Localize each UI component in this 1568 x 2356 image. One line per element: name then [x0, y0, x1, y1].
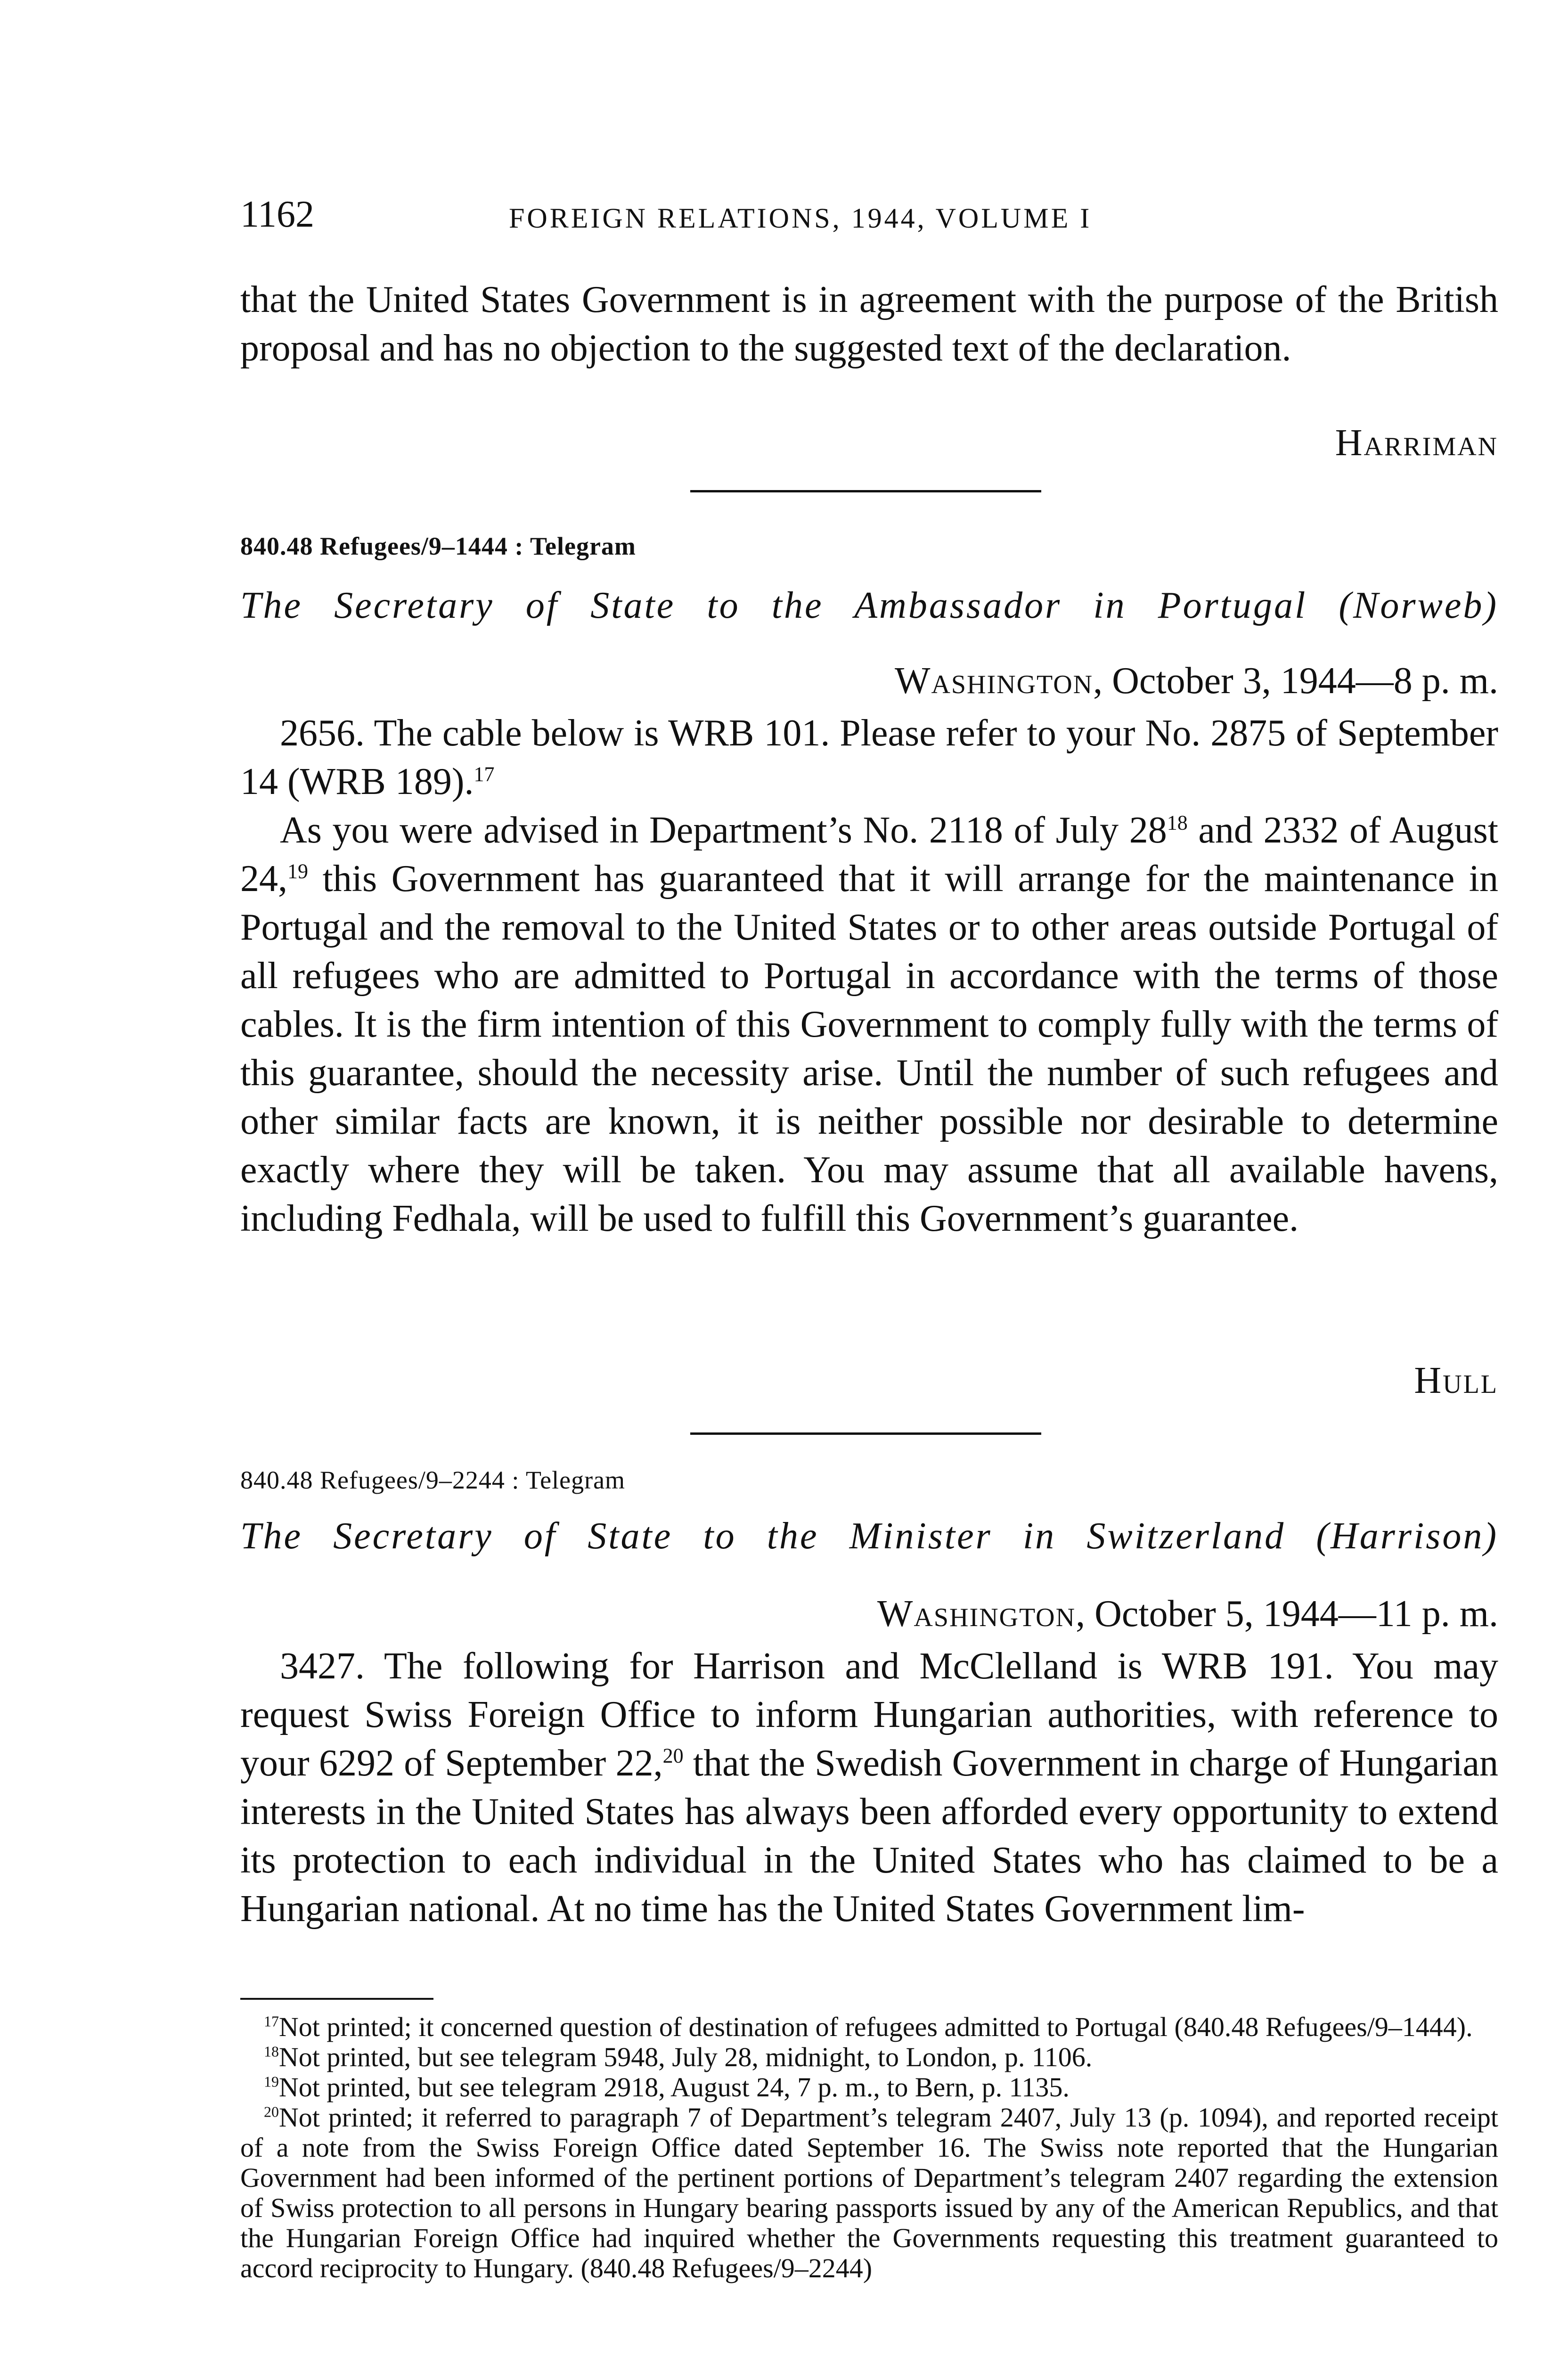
footnotes [240, 2012, 1498, 2283]
footnote-marker: 20 [662, 1744, 684, 1767]
footnote: $^{17}$Not printed; it concerned question of destination of refugees admitted to Portugal (840.48 Refugees/9–1444). [264, 2012, 1473, 2042]
section-divider [690, 1432, 1041, 1435]
footnote: $^{18}$Not printed, but see telegram 5948, July 28, midnight, to London, p. 1106. [264, 2042, 1093, 2072]
dateline-place: Washington [894, 660, 1094, 702]
paragraph: 3427. The following for Harrison and McClelland is WRB 191. You may request Swiss Foreign Office to inform Hungarian authorities, with reference to your 6292 of September 22,20 that the Swedish Government in charge of Hungarian interests in the United States has always been afforded every opportunity to extend its protection to each individual in the United States who has claimed to be a Hungarian national. At no time has the United States Government lim- [240, 1645, 1498, 1930]
document-title: The Secretary of State to the Minister in Switzerland (Harrison) [240, 1515, 1498, 1557]
telegram-body [240, 1642, 1498, 1933]
footnote: $^{20}$Not printed; it referred to paragraph 7 of Department’s telegram 2407, July 13 (p. 1094), and reported receipt of a note from the Swiss Foreign Office dated September 16. The Swiss note reported that the Hungarian Government had been informed of the pertinent portions of Department’s telegram 2407 regarding the extension of Swiss protection to all persons in Hungary bearing passports issued by any of the American Republics, and that the Hungarian Foreign Office had inquired whether the Governments requesting this treatment guaranteed to accord reciprocity to Hungary. (840.48 Refugees/9–2244) [240, 2102, 1498, 2283]
document-page [240, 0, 1498, 2356]
dateline-date: , October 5, 1944—11 p. m. [1076, 1593, 1498, 1635]
telegram-body [240, 709, 1498, 1243]
document-title: The Secretary of State to the Ambassador in Portugal (Norweb) [240, 585, 1498, 626]
file-reference: 840.48 Refugees/9–1444 : Telegram [240, 532, 636, 560]
signature-harriman: Harriman [1335, 422, 1498, 464]
paragraph: As you were advised in Department’s No. 2118 of July $28^{18}$ and 2332 of August 24,19 this Government has guaranteed that it will arrange for the maintenance in Portugal and the removal to the United States or to other areas outside Portugal of all refugees who are admitted to Portugal in accordance with the terms of those cables. It is the firm intention of this Government to comply fully with the terms of this guarantee, should the necessity arise. Until the number of such refugees and other similar facts are known, it is neither possible nor desirable to determine exactly where they will be taken. You may assume that all available havens, including Fedhala, will be used to fulfill this Government’s guarantee. [240, 810, 1499, 1239]
footnote-marker: 17 [474, 762, 495, 786]
footnote: $^{19}$Not printed, but see telegram 2918, August 24, 7 p. m., to Bern, p. 1135. [264, 2072, 1070, 2102]
paragraph: 2656. The cable below is WRB 101. Please refer to your No. 2875 of September 14 (WRB 189).$^{17}$ [240, 712, 1498, 802]
dateline [877, 1593, 1498, 1636]
continuation-text: that the United States Government is in agreement with the purpose of the British proposal and has no objection to the suggested text of the declaration. [240, 279, 1498, 369]
continuation-paragraph [240, 276, 1498, 373]
dateline-place: Washington [877, 1593, 1076, 1635]
footnote-divider [240, 1998, 433, 2000]
running-title: FOREIGN RELATIONS, 1944, VOLUME I [509, 203, 1092, 234]
dateline-date: , October 3, 1944—8 p. m. [1093, 660, 1498, 702]
section-divider [690, 490, 1041, 492]
file-reference: 840.48 Refugees/9–2244 : Telegram [240, 1466, 626, 1494]
page-header [240, 188, 1498, 240]
footnote-marker: 19 [287, 859, 308, 883]
dateline [895, 660, 1498, 703]
page-number: 1162 [240, 194, 315, 235]
signature-hull: Hull [1414, 1360, 1498, 1401]
footnote-marker: 18 [1167, 811, 1188, 834]
